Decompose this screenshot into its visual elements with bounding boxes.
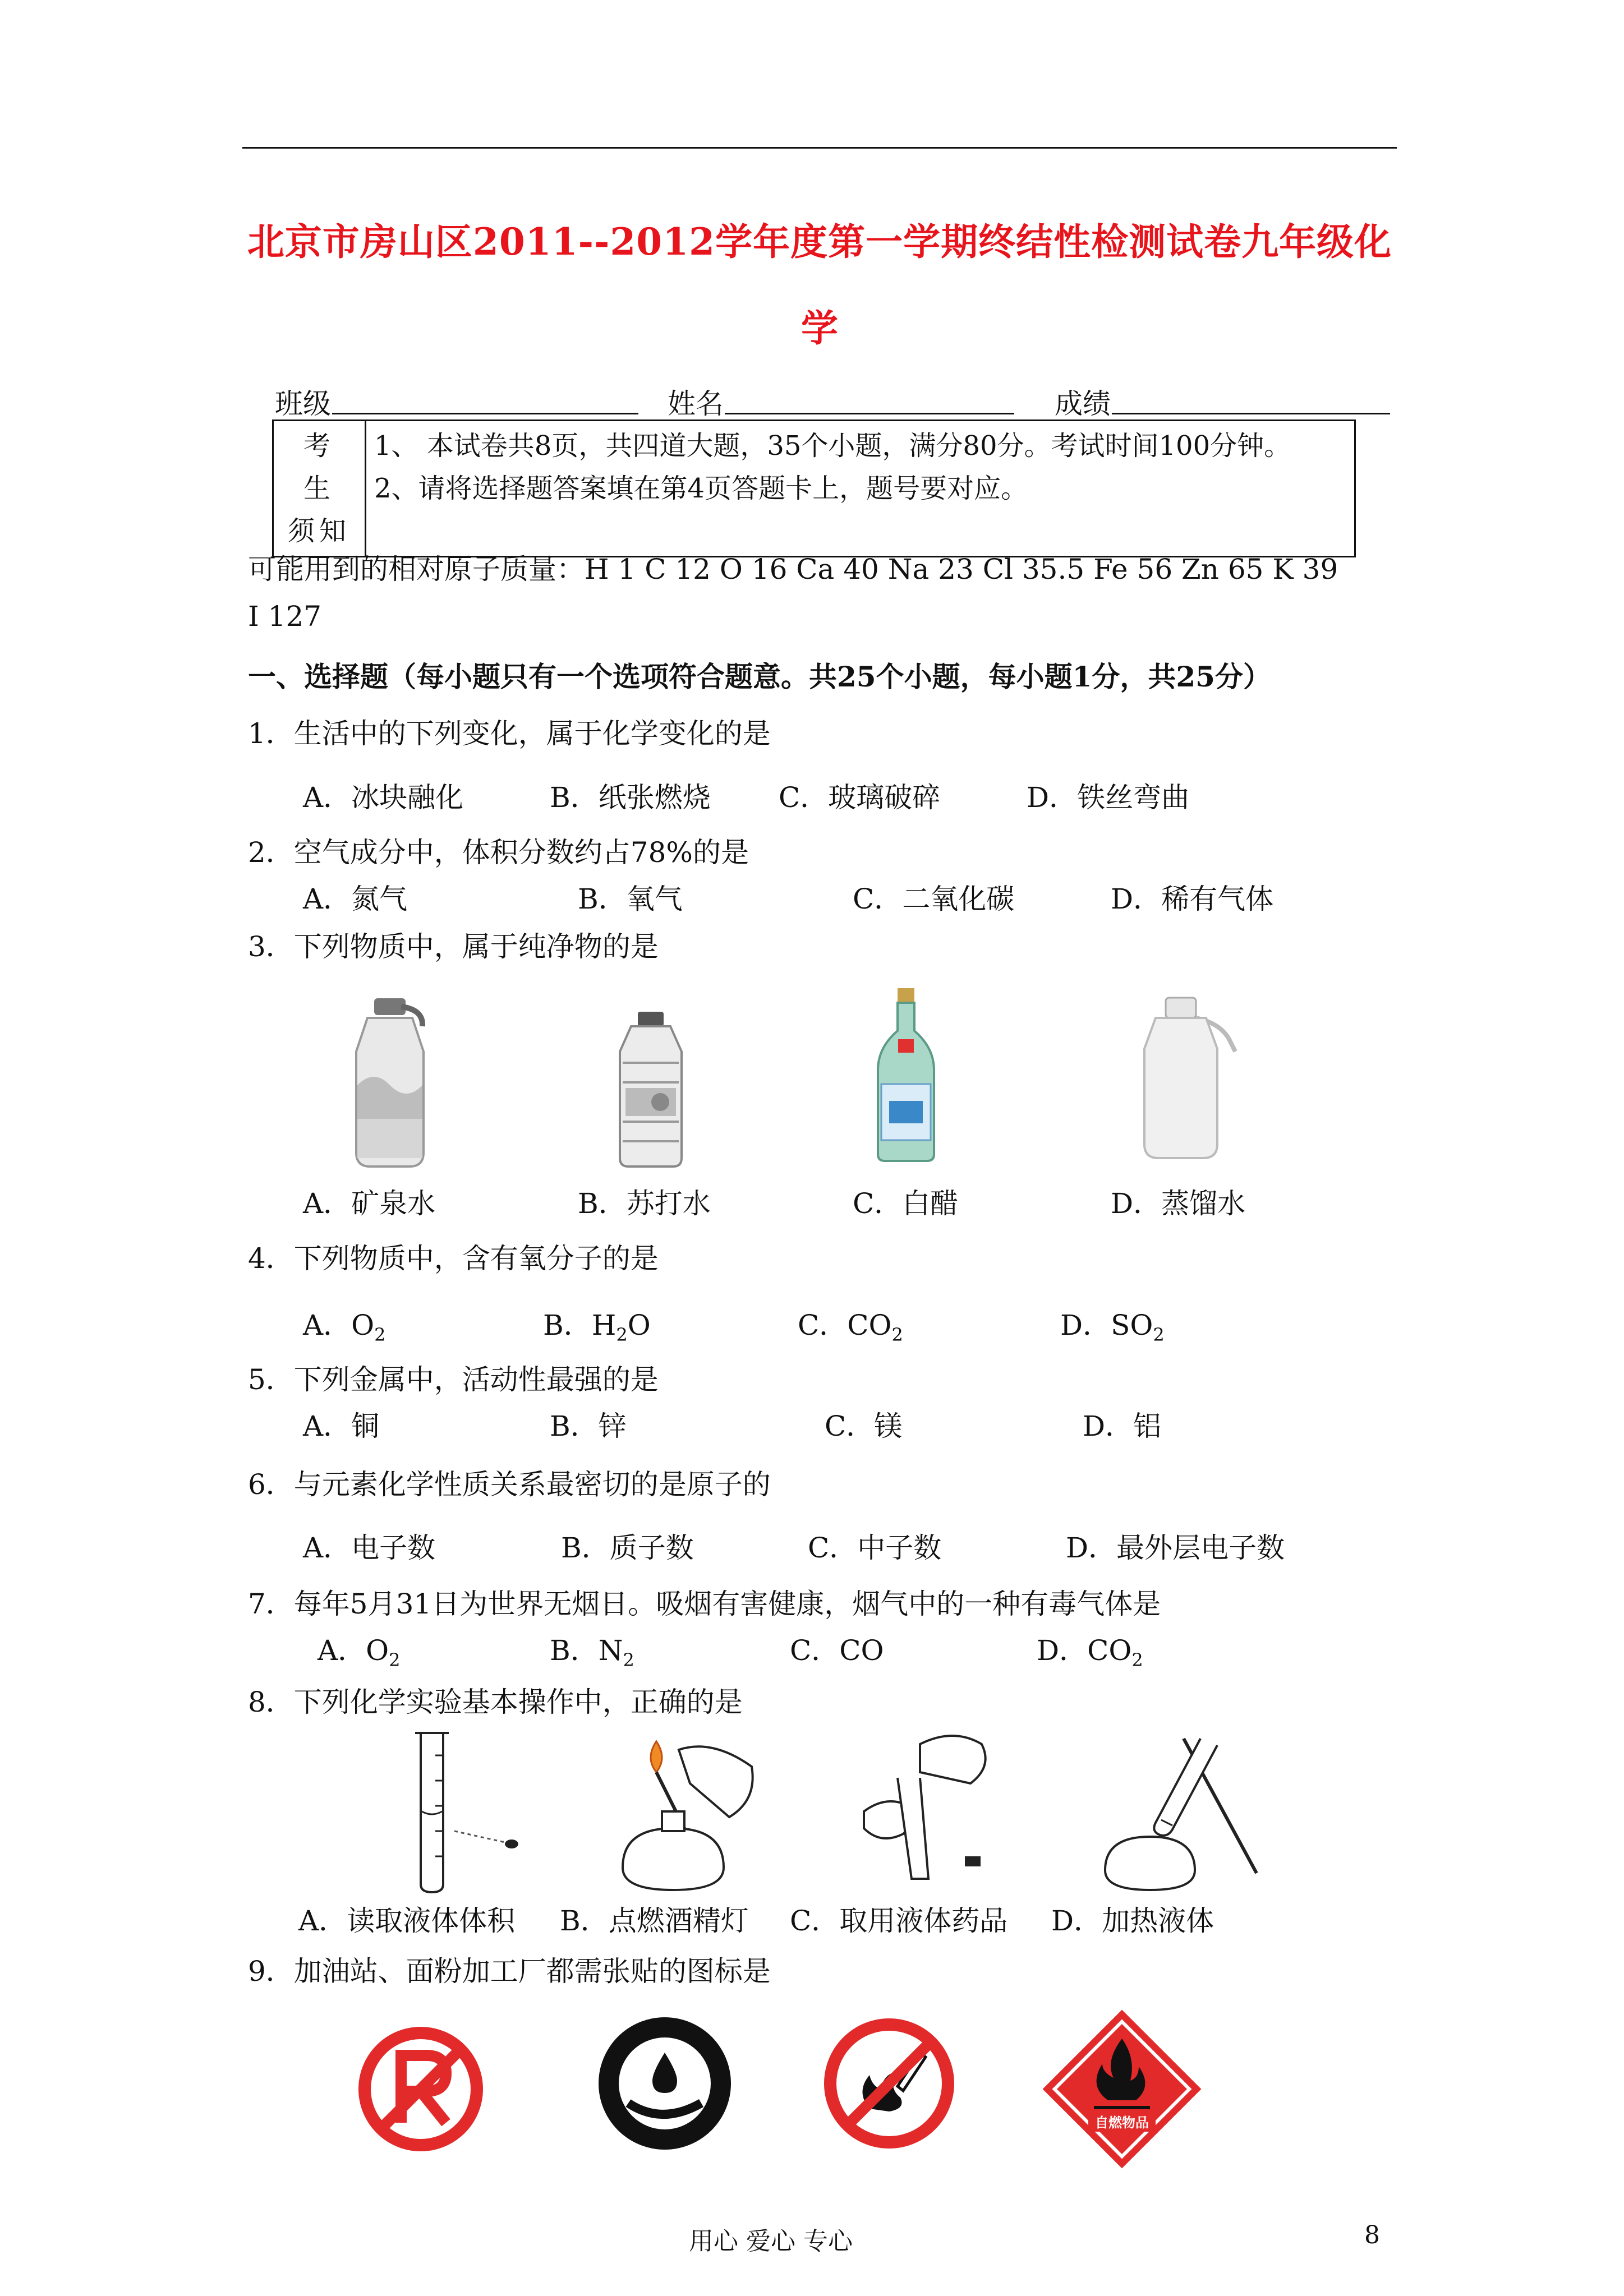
taking-liquid-reagent-image <box>841 1727 1021 1896</box>
name-blank[interactable] <box>725 384 1014 414</box>
page-number: 8 <box>1364 2221 1380 2249</box>
name-label: 姓名 <box>668 388 724 420</box>
question-5-stem: 5．下列金属中，活动性最强的是 <box>248 1363 659 1396</box>
q8-option-c[interactable]: C．取用液体药品 <box>790 1905 1008 1937</box>
q5-option-c[interactable]: C．镁 <box>825 1410 903 1442</box>
q2-option-a[interactable]: A．氮气 <box>303 883 408 915</box>
notice-content <box>366 421 1355 557</box>
heating-liquid-image <box>1094 1727 1262 1896</box>
water-saving-sign-icon <box>595 2013 735 2154</box>
q3-option-a[interactable]: A．矿泉水 <box>303 1187 436 1220</box>
q8-option-a[interactable]: A．读取液体体积 <box>298 1905 516 1937</box>
q2-option-b[interactable]: B．氧气 <box>578 883 683 915</box>
atomic-mass-line-2: I 127 <box>248 600 322 633</box>
score-label: 成绩 <box>1055 388 1111 420</box>
score-blank[interactable] <box>1112 384 1390 414</box>
question-9-stem: 9．加油站、面粉加工厂都需张贴的图标是 <box>248 1955 771 1988</box>
question-3-stem: 3．下列物质中，属于纯净物的是 <box>248 930 659 963</box>
q5-option-b[interactable]: B．锌 <box>550 1410 627 1442</box>
q5-option-a[interactable]: A．铜 <box>303 1410 380 1442</box>
question-2-stem: 2．空气成分中，体积分数约占78%的是 <box>248 836 749 869</box>
graduated-cylinder-reading-image <box>393 1727 527 1896</box>
q5-option-d[interactable]: D．铝 <box>1083 1410 1162 1442</box>
question-4-stem: 4．下列物质中，含有氧分子的是 <box>248 1242 659 1275</box>
question-6-stem: 6．与元素化学性质关系最密切的是原子的 <box>248 1468 771 1501</box>
lighting-alcohol-lamp-image <box>606 1727 774 1896</box>
header-rule <box>242 147 1397 149</box>
q4-option-d[interactable]: D．$SO_2$ <box>1060 1309 1165 1345</box>
section-heading: 一、选择题（每小题只有一个选项符合题意。共25个小题，每小题1分，共25分） <box>248 660 1271 693</box>
sign-label: 自燃物品 <box>1095 2115 1149 2131</box>
distilled-water-bottle-image <box>1133 995 1245 1164</box>
question-7-stem: 7．每年5月31日为世界无烟日。吸烟有害健康，烟气中的一种有毒气体是 <box>248 1588 1161 1620</box>
class-blank[interactable] <box>332 384 638 414</box>
q3-option-c[interactable]: C．白醋 <box>853 1187 959 1220</box>
q6-option-d[interactable]: D．最外层电子数 <box>1066 1532 1285 1564</box>
q7-option-c[interactable]: C．CO <box>790 1634 884 1667</box>
q6-option-a[interactable]: A．电子数 <box>303 1532 436 1564</box>
q1-option-b[interactable]: B．纸张燃烧 <box>550 781 711 814</box>
soda-water-bottle-image <box>609 1009 693 1169</box>
notice-item-2: 2、请将选择题答案填在第4页答题卡上，题号要对应。 <box>374 473 1028 504</box>
q6-option-b[interactable]: B．质子数 <box>561 1532 694 1564</box>
q2-option-c[interactable]: C．二氧化碳 <box>853 883 1015 915</box>
q1-option-a[interactable]: A．冰块融化 <box>303 781 464 814</box>
q6-option-c[interactable]: C．中子数 <box>808 1532 942 1564</box>
q4-option-c[interactable]: C．$CO_2$ <box>798 1309 903 1345</box>
atomic-mass-line: 可能用到的相对原子质量：H 1 C 12 O 16 Ca 40 Na 23 Cl 35.5 Fe 56 Zn 65 K 39 <box>248 553 1338 585</box>
q8-option-b[interactable]: B．点燃酒精灯 <box>560 1905 749 1937</box>
q2-option-d[interactable]: D．稀有气体 <box>1111 883 1274 915</box>
no-parking-sign-icon <box>356 2025 485 2154</box>
q3-option-b[interactable]: B．苏打水 <box>578 1187 711 1220</box>
q7-option-b[interactable]: B．$N_2$ <box>550 1634 634 1671</box>
page-title: 北京市房山区2011--2012学年度第一学期终结性检测试卷九年级化 <box>247 220 1392 264</box>
exam-notice-box <box>272 419 1356 557</box>
q7-option-a[interactable]: A．$O_2$ <box>318 1634 401 1671</box>
mineral-water-jug-image <box>339 995 440 1169</box>
q4-option-b[interactable]: B．$H_2O$ <box>543 1309 651 1345</box>
footer-motto: 用心 爱心 专心 <box>689 2227 853 2256</box>
question-1-stem: 1．生活中的下列变化，属于化学变化的是 <box>248 717 771 750</box>
q3-option-d[interactable]: D．蒸馏水 <box>1111 1187 1246 1220</box>
q4-option-a[interactable]: A．$O_2$ <box>303 1309 386 1345</box>
page-title-continued: 学 <box>801 306 838 350</box>
class-label: 班级 <box>275 388 331 420</box>
white-vinegar-bottle-image <box>872 986 940 1165</box>
q8-option-d[interactable]: D．加热液体 <box>1051 1905 1214 1937</box>
notice-item-1: 1、 本试卷共8页，共四道大题，35个小题，满分80分。考试时间100分钟。 <box>374 430 1291 462</box>
no-smoking-fire-sign-icon <box>819 2013 959 2154</box>
q1-option-c[interactable]: C．玻璃破碎 <box>779 781 941 814</box>
q7-option-d[interactable]: D．$CO_2$ <box>1037 1634 1143 1671</box>
q1-option-d[interactable]: D．铁丝弯曲 <box>1027 781 1190 814</box>
question-8-stem: 8．下列化学实验基本操作中，正确的是 <box>248 1686 743 1718</box>
notice-label: 考 生 须知 <box>273 421 366 557</box>
spontaneous-combustion-sign-icon <box>1041 2008 1203 2170</box>
